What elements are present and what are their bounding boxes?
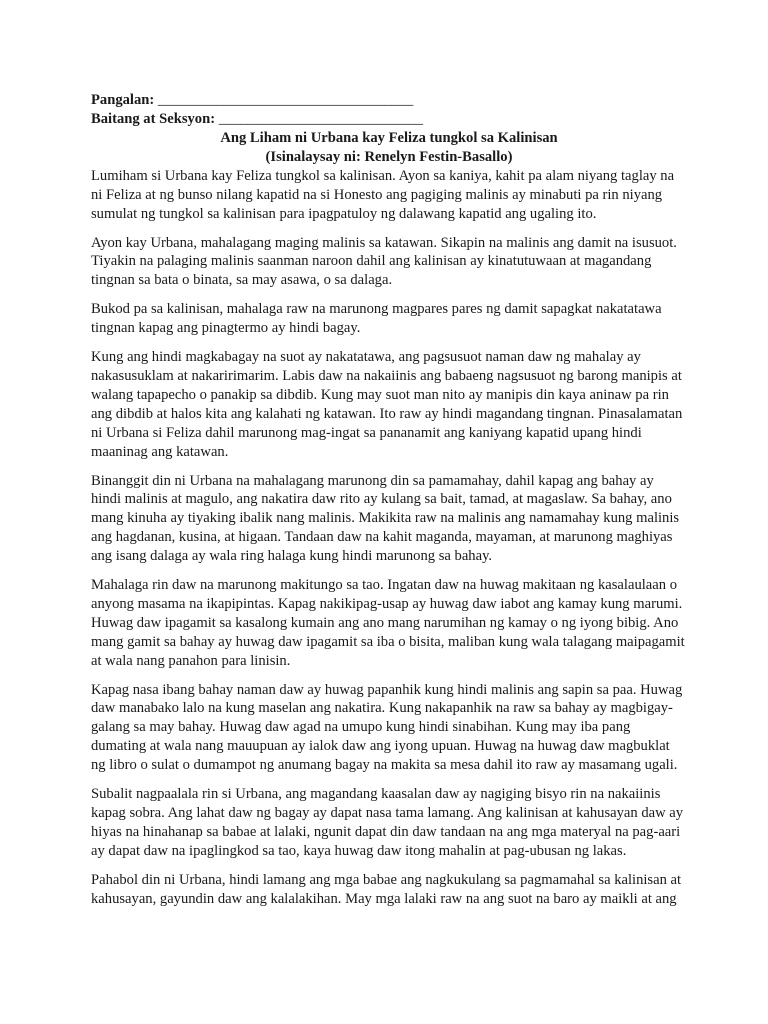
name-blank-line: ___________________________________ xyxy=(157,92,414,108)
body-text xyxy=(91,167,687,909)
paragraph-1: Lumiham si Urbana kay Feliza tungkol sa kalinisan. Ayon sa kaniya, kahit pa alam niyang taglay na ni Feliza at ng bunso nilang kapatid na si Honesto ang pagiging malinis ay minabuti pa rin niyang sumulat ng tungkol sa kalinisan para ipagpatuloy ng dalawang kapatid ang ugaling ito. xyxy=(91,167,675,222)
paragraph-7: Kapag nasa ibang bahay naman daw ay huwag papanhik kung hindi malinis ang sapin sa paa. Huwag daw manabako lalo na kung maselan ang nakatira. Kung nakapanhik na raw sa bahay ay magbigay-galang sa may bahay. Huwag daw agad na umupo kung hindi sinabihan. Kung may iba pang dumating at wala nang mauupuan ay ialok daw ang iyong upuan. Huwag na huwag daw magbuklat ng libro o sulat o dumampot ng anumang bagay na makita sa mesa dahil ito raw ay masamang ugali. xyxy=(91,681,683,774)
section-field xyxy=(91,110,687,129)
paragraph-8: Subalit nagpaalala rin si Urbana, ang magandang kaasalan daw ay nagiging bisyo rin na nakaiinis kapag sobra. Ang lahat daw ng bagay ay dapat nasa tama lamang. Ang kalinisan at kahusayan daw ay hiyas na hinahanap sa babae at lalaki, ngunit dapat din daw tandaan na ang mga materyal na pag-aari ay dapat daw na ipaglingkod sa tao, kaya huwag daw itong mahalin at pag-ubusan ng lakas. xyxy=(91,786,684,859)
name-field xyxy=(91,91,687,110)
paragraph-5: Binanggit din ni Urbana na mahalagang marunong din sa pamamahay, dahil kapag ang bahay ay hindi malinis at magulo, ang nakatira daw rito ay kulang sa bait, tamad, at magaslaw. Sa bahay, ano mang kinuha ay tiyaking ibalik nang malinis. Makikita raw na malinis ang namamahay kung malinis ang hagdanan, kusina, at higaan. Tandaan daw na kahit maganda, mayaman, at marunong maghiyas ang isang dalaga ay wala ring halaga kung hindi marunong sa bahay. xyxy=(91,472,680,565)
paragraph-3: Bukod pa sa kalinisan, mahalaga raw na marunong magpares pares ng damit sapagkat nakatatawa tingnan kapag ang pinagtermo ay hindi bagay. xyxy=(91,301,662,337)
worksheet-page xyxy=(91,91,687,919)
document-byline: (Isinalaysay ni: Renelyn Festin-Basallo) xyxy=(265,148,513,165)
document-title: Ang Liham ni Urbana kay Feliza tungkol sa Kalinisan xyxy=(220,130,558,146)
section-label: Baitang at Seksyon: xyxy=(91,111,216,127)
section-blank-line: ____________________________ xyxy=(218,111,424,127)
name-label: Pangalan: xyxy=(91,92,155,108)
paragraph-9: Pahabol din ni Urbana, hindi lamang ang mga babae ang nagkukulang sa pagmamahal sa kalinisan at kahusayan, gayundin daw ang kalalakihan. May mga lalaki raw na ang suot na baro ay maikli at ang xyxy=(91,871,682,907)
paragraph-6: Mahalaga rin daw na marunong makitungo sa tao. Ingatan daw na huwag makitaan ng kasalaulaan o anyong masama na ikapipintas. Kapag nakikipag-usap ay huwag daw iabot ang kamay kung marumi. Huwag daw ipagamit sa kasalong kumain ang ano mang narumihan ng kamay o ng iyong bibig. Ano mang gamit sa bahay ay huwag daw ipagamit sa iba o bisita, maliban kung wala talagang maipagamit at wala nang panahon para linisin. xyxy=(91,577,685,669)
paragraph-4: Kung ang hindi magkabagay na suot ay nakatatawa, ang pagsusuot naman daw ng mahalay ay nakasusuklam at nakaririmarim. Labis daw na nakaiinis ang babaeng nagsusuot ng barong manipis at walang tapapecho o panakip sa dibdib. Kung may suot man nito ay manipis din kaya aninaw pa rin ang dibdib at halos kita ang kalahati ng katawan. Ito raw ay hindi magandang tingnan. Pinasalamatan ni Urbana si Feliza dahil marunong mag-ingat sa pananamit ang kaniyang kapatid upang hindi maaninag ang katawan. xyxy=(91,349,683,460)
paragraph-2: Ayon kay Urbana, mahalagang maging malinis sa katawan. Sikapin na malinis ang damit na isusuot. Tiyakin na palaging malinis saanman naroon dahil ang kalinisan ay kinatutuwaan at magandang tingnan sa bata o binata, sa may asawa, o sa dalaga. xyxy=(91,234,677,289)
